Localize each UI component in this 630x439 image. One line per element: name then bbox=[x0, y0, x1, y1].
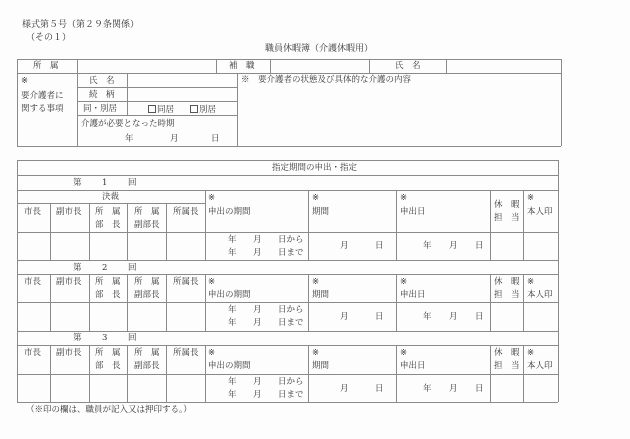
to-month[interactable]: 月 bbox=[253, 318, 262, 328]
col-dept-head: 部 長 bbox=[95, 220, 121, 230]
round-label: 回 bbox=[128, 333, 137, 343]
mark: ※ bbox=[527, 193, 535, 203]
care-receiver-label-2: 関する事項 bbox=[21, 104, 64, 114]
form-number: 様式第５号（第２９条関係） bbox=[22, 20, 140, 30]
round-label: 第 bbox=[73, 178, 82, 188]
from-year[interactable]: 年 bbox=[228, 235, 237, 245]
col-period: 期間 bbox=[312, 361, 330, 371]
mark: ※ bbox=[400, 277, 408, 287]
period-month[interactable]: 月 bbox=[340, 384, 349, 394]
to-year[interactable]: 年 bbox=[228, 390, 237, 400]
period-day[interactable]: 日 bbox=[375, 384, 384, 394]
to-day[interactable]: 日まで bbox=[278, 318, 304, 328]
from-month[interactable]: 月 bbox=[253, 305, 262, 315]
from-month[interactable]: 月 bbox=[253, 235, 262, 245]
col-period: 期間 bbox=[312, 207, 330, 217]
to-day[interactable]: 日まで bbox=[278, 390, 304, 400]
col-deputy-dept-head: 副部長 bbox=[134, 290, 160, 300]
residence-label: 同・別居 bbox=[83, 104, 118, 114]
position-label: 補 職 bbox=[229, 61, 255, 71]
from-year[interactable]: 年 bbox=[228, 305, 237, 315]
col-leave-staff: 担 当 bbox=[494, 213, 520, 223]
mark: ※ bbox=[208, 193, 216, 203]
to-year[interactable]: 年 bbox=[228, 248, 237, 258]
col-seal: 本人印 bbox=[527, 361, 553, 371]
from-day[interactable]: 日から bbox=[278, 305, 304, 315]
need-since-year[interactable]: 年 bbox=[125, 134, 134, 144]
affiliation-label: 所 属 bbox=[33, 61, 59, 71]
from-year[interactable]: 年 bbox=[228, 377, 237, 387]
date-day[interactable]: 日 bbox=[475, 312, 484, 322]
period-table-title: 指定期間の申出・指定 bbox=[272, 163, 358, 173]
date-year[interactable]: 年 bbox=[423, 384, 432, 394]
care-receiver-label-1: 要介護者に bbox=[21, 91, 64, 101]
col-office-head: 所属長 bbox=[173, 277, 199, 287]
name-label: 氏 名 bbox=[395, 61, 421, 71]
from-month[interactable]: 月 bbox=[253, 377, 262, 387]
col-seal: 本人印 bbox=[527, 290, 553, 300]
date-month[interactable]: 月 bbox=[449, 241, 458, 251]
to-month[interactable]: 月 bbox=[253, 248, 262, 258]
mark: ※ bbox=[312, 348, 320, 358]
col-deputy-dept-head: 所 属 bbox=[134, 277, 160, 287]
col-request-date: 申出日 bbox=[400, 361, 426, 371]
col-deputy-mayor: 副市長 bbox=[56, 348, 82, 358]
page-title: 職員休暇簿（介護休暇用） bbox=[265, 44, 374, 54]
date-month[interactable]: 月 bbox=[449, 384, 458, 394]
col-dept-head: 所 属 bbox=[95, 277, 121, 287]
residence-option-separate[interactable]: 別居 bbox=[190, 105, 216, 115]
to-day[interactable]: 日まで bbox=[278, 248, 304, 258]
round-number: 3 bbox=[102, 333, 108, 343]
col-deputy-dept-head: 所 属 bbox=[134, 207, 160, 217]
period-day[interactable]: 日 bbox=[375, 241, 384, 251]
round-number: 2 bbox=[102, 263, 108, 273]
date-month[interactable]: 月 bbox=[449, 312, 458, 322]
relation-label: 続 柄 bbox=[89, 90, 115, 100]
col-request-period: 申出の期間 bbox=[208, 361, 251, 371]
mark: ※ bbox=[208, 277, 216, 287]
date-year[interactable]: 年 bbox=[423, 241, 432, 251]
from-day[interactable]: 日から bbox=[278, 235, 304, 245]
mark: ※ bbox=[312, 193, 320, 203]
care-receiver-mark: ※ bbox=[21, 76, 29, 86]
col-deputy-mayor: 副市長 bbox=[56, 207, 82, 217]
col-dept-head: 部 長 bbox=[95, 290, 121, 300]
col-leave-staff: 休 暇 bbox=[494, 348, 520, 358]
date-day[interactable]: 日 bbox=[475, 384, 484, 394]
to-month[interactable]: 月 bbox=[253, 390, 262, 400]
period-day[interactable]: 日 bbox=[375, 312, 384, 322]
col-request-period: 申出の期間 bbox=[208, 207, 251, 217]
round-label: 第 bbox=[73, 333, 82, 343]
need-since-month[interactable]: 月 bbox=[170, 134, 179, 144]
round-label: 回 bbox=[128, 178, 137, 188]
col-period: 期間 bbox=[312, 290, 330, 300]
col-leave-staff: 担 当 bbox=[494, 290, 520, 300]
col-leave-staff: 休 暇 bbox=[494, 200, 520, 210]
care-receiver-name-label: 氏 名 bbox=[89, 76, 115, 86]
period-month[interactable]: 月 bbox=[340, 241, 349, 251]
col-dept-head: 所 属 bbox=[95, 207, 121, 217]
form-sub-number: （その１） bbox=[26, 33, 72, 43]
date-year[interactable]: 年 bbox=[423, 312, 432, 322]
col-dept-head: 所 属 bbox=[95, 348, 121, 358]
period-month[interactable]: 月 bbox=[340, 312, 349, 322]
col-deputy-mayor: 副市長 bbox=[56, 277, 82, 287]
round-label: 回 bbox=[128, 263, 137, 273]
col-request-period: 申出の期間 bbox=[208, 290, 251, 300]
care-condition-label: ※ 要介護者の状態及び具体的な介護の内容 bbox=[241, 75, 412, 85]
to-year[interactable]: 年 bbox=[228, 318, 237, 328]
mark: ※ bbox=[400, 193, 408, 203]
col-mayor: 市長 bbox=[24, 348, 42, 358]
col-seal: 本人印 bbox=[527, 207, 553, 217]
col-dept-head: 部 長 bbox=[95, 361, 121, 371]
need-since-label: 介護が必要となった時期 bbox=[81, 119, 175, 129]
mark: ※ bbox=[208, 348, 216, 358]
col-request-date: 申出日 bbox=[400, 290, 426, 300]
col-office-head: 所属長 bbox=[173, 348, 199, 358]
round-label: 第 bbox=[73, 263, 82, 273]
col-leave-staff: 担 当 bbox=[494, 361, 520, 371]
col-request-date: 申出日 bbox=[400, 207, 426, 217]
col-office-head: 所属長 bbox=[173, 207, 199, 217]
col-leave-staff: 休 暇 bbox=[494, 277, 520, 287]
col-deputy-dept-head: 所 属 bbox=[134, 348, 160, 358]
mark: ※ bbox=[527, 348, 535, 358]
col-deputy-dept-head: 副部長 bbox=[134, 220, 160, 230]
col-deputy-dept-head: 副部長 bbox=[134, 361, 160, 371]
need-since-day[interactable]: 日 bbox=[211, 134, 220, 144]
round-number: 1 bbox=[102, 178, 108, 188]
from-day[interactable]: 日から bbox=[278, 377, 304, 387]
mark: ※ bbox=[527, 277, 535, 287]
approval-label: 決裁 bbox=[102, 192, 120, 202]
footer-note: （※印の欄は、職員が記入又は押印する。） bbox=[26, 405, 192, 415]
residence-option-together[interactable]: 同居 bbox=[148, 105, 174, 115]
col-mayor: 市長 bbox=[24, 277, 42, 287]
mark: ※ bbox=[312, 277, 320, 287]
date-day[interactable]: 日 bbox=[475, 241, 484, 251]
mark: ※ bbox=[400, 348, 408, 358]
col-mayor: 市長 bbox=[24, 207, 42, 217]
